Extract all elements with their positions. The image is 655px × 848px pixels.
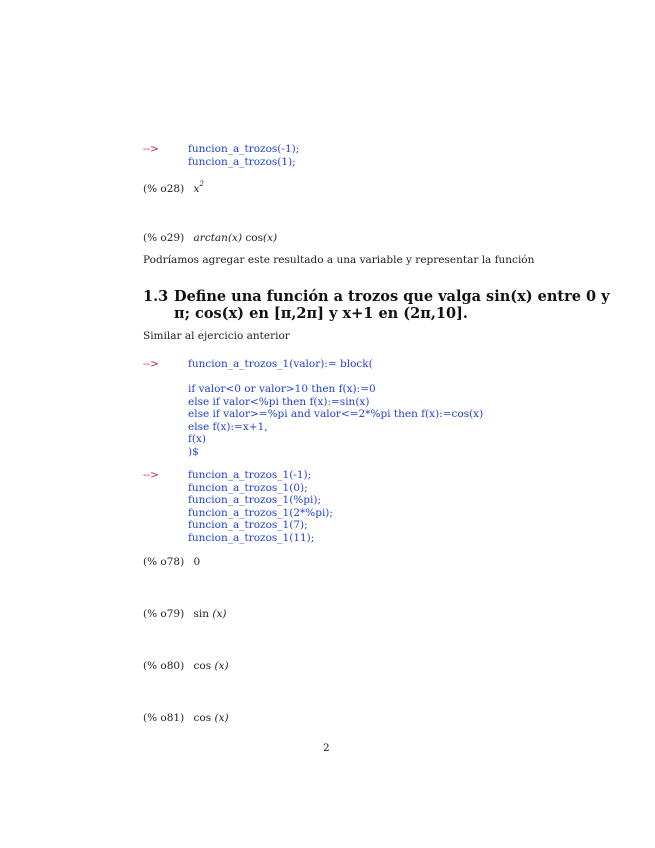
input-prompt: --> [143,143,159,155]
paragraph: Similar al ejercicio anterior [143,330,290,342]
output-label: (% o28) [143,183,185,195]
paragraph: Podríamos agregar este resultado a una variable y representar la función [143,254,535,266]
code-line: funcion_a_trozos_1(2*%pi); [188,506,333,519]
output-label: (% o80) [143,660,185,672]
code-line: else if valor<%pi then f(x):=sin(x) [188,395,370,408]
output-o80 [143,660,229,672]
output-o28 [143,180,204,195]
code-line: funcion_a_trozos_1(valor):= block( [188,358,373,370]
code-block-2[interactable] [188,358,373,371]
input-prompt: --> [143,469,159,481]
output-label: (% o79) [143,608,185,620]
code-line: funcion_a_trozos_1(0); [188,481,308,494]
code-line: if valor<0 or valor>10 then f(x):=0 [188,383,376,395]
output-label: (% o78) [143,556,185,568]
output-o29 [143,232,277,244]
output-label: (% o81) [143,712,185,724]
output-value: cos (x) [193,712,229,724]
code-line: funcion_a_trozos_1(-1); [188,469,312,481]
code-line: funcion_a_trozos_1(%pi); [188,494,322,507]
output-o78 [143,556,200,568]
code-line: funcion_a_trozos(-1); [188,143,300,155]
output-o79 [143,608,227,620]
code-line: f(x) [188,433,207,446]
code-line: else if valor>=%pi and valor<=2*%pi then f(x):=cos(x) [188,408,484,421]
code-block-2-body[interactable] [188,383,483,459]
output-value: cos (x) [193,660,229,672]
output-value: sin (x) [193,608,227,620]
section-title-line1: Define una función a trozos que valga sin(x) entre 0 y [174,288,610,305]
code-line: )$ [188,445,199,458]
output-value: $x^2$ [193,180,204,195]
output-value: arctan(x) cos(x) [193,232,278,244]
page-number: 2 [323,742,330,754]
section-number: 1.3 [143,288,169,305]
output-value: 0 [193,556,201,568]
code-line: funcion_a_trozos(1); [188,155,296,168]
code-line: else f(x):=x+1, [188,420,268,433]
code-line: funcion_a_trozos_1(7); [188,519,308,532]
input-prompt: --> [143,358,159,370]
output-label: (% o29) [143,232,185,244]
code-line: funcion_a_trozos_1(11); [188,531,315,544]
output-o81 [143,712,229,724]
section-heading [143,288,610,322]
code-block-3[interactable] [188,469,333,545]
section-title-line2: π; cos(x) en [π,2π] y x+1 en (2π,10]. [174,305,468,322]
code-block-1[interactable] [188,143,299,168]
